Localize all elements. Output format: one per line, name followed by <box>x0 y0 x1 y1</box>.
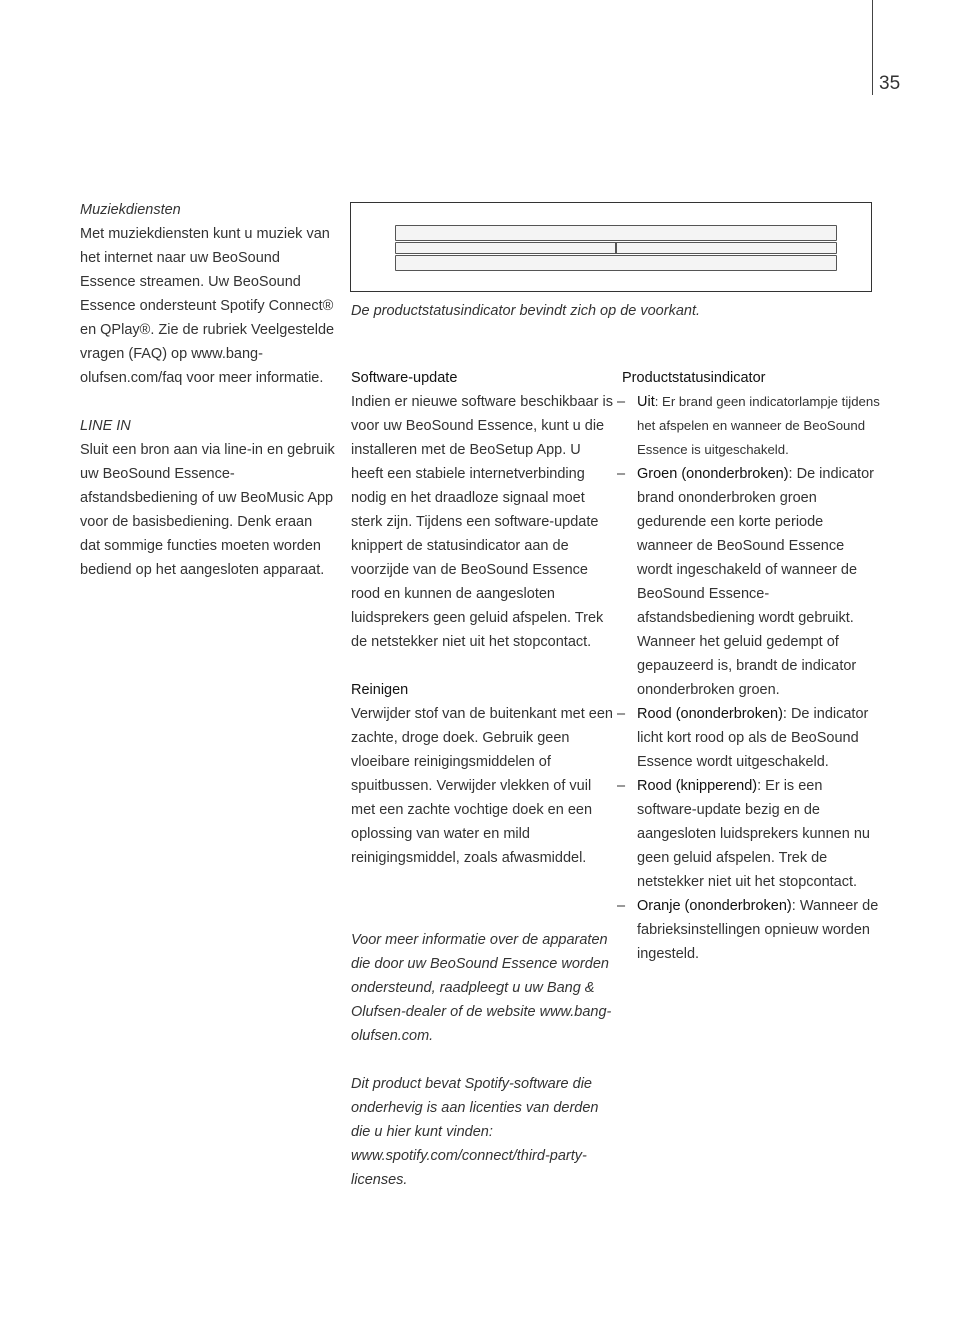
status-item-off: – Uit: Er brand geen indicatorlampje tijdens het afspelen en wanneer de BeoSound Essence is uitgeschakeld. <box>617 394 880 457</box>
status-item-red-blinking: – Rood (knipperend): Er is een software-update bezig en de aangesloten luidsprekers kunnen nu geen geluid afspelen. Trek de netstekker niet uit het stopcontact. <box>617 778 870 890</box>
more-info-note: Voor meer informatie over de apparaten die door uw BeoSound Essence worden ondersteund, raadpleegt u uw Bang & Olufsen-dealer of de website www.bang-olufsen.com. <box>351 932 612 1044</box>
status-item-green-solid: – Groen (ononderbroken): De indicator brand ononderbroken groen gedurende een korte periode wanneer de BeoSound Essence wordt ingeschakeld of wanneer de BeoSound Essence-afstandsbediening wordt gebruikt. Wanneer het geluid gedempt of gepauzeerd is, brandt de indicator ononderbroken groen. <box>617 466 874 698</box>
status-description: : Er brand geen indicatorlampje tijdens het afspelen en wanneer de BeoSound Essence is uitgeschakeld. <box>637 394 880 457</box>
status-list <box>617 390 882 966</box>
status-description: : De indicator licht kort rood op als de BeoSound Essence wordt uitgeschakeld. <box>637 706 869 770</box>
product-front-illustration <box>350 202 872 292</box>
figure-caption: De productstatusindicator bevindt zich op de voorkant. <box>351 303 701 319</box>
page-edge-rule <box>872 0 873 95</box>
line-in-heading: LINE IN <box>80 418 131 434</box>
cleaning-heading: Reinigen <box>351 682 409 698</box>
status-term: Rood (knipperend) <box>637 778 758 794</box>
status-item-red-solid: – Rood (ononderbroken): De indicator licht kort rood op als de BeoSound Essence wordt uitgeschakeld. <box>617 706 869 770</box>
status-term: Groen (ononderbroken) <box>637 466 789 482</box>
device-base-panel <box>395 255 837 271</box>
status-term: Oranje (ononderbroken) <box>637 898 792 914</box>
middle-column <box>351 366 613 1192</box>
device-top-panel <box>395 225 837 241</box>
software-update-text: Indien er nieuwe software beschikbaar is voor uw BeoSound Essence, kunt u die installeren met de BeoSetup App. U heeft een stabiele internetverbinding nodig en het draadloze signaal moet sterk zijn. Tijdens een software-update knippert de statusindicator aan de voorzijde van de BeoSound Essence rood en kunnen de aangesloten luidsprekers geen geluid afspelen. Trek de netstekker niet uit het stopcontact. <box>351 394 613 650</box>
music-services-text: Met muziekdiensten kunt u muziek van het internet naar uw BeoSound Essence streamen. Uw BeoSound Essence ondersteunt Spotify Connect® en QPlay®. Zie de rubriek Veelgestelde vragen (FAQ) op www.bang-olufsen.com/faq voor meer informatie. <box>80 226 335 386</box>
status-item-orange-solid: – Oranje (ononderbroken): Wanneer de fabrieksinstellingen opnieuw worden ingesteld. <box>617 898 879 962</box>
music-services-heading: Muziekdiensten <box>80 202 181 218</box>
left-column <box>80 198 335 582</box>
software-update-heading: Software-update <box>351 370 458 386</box>
status-term: Rood (ononderbroken) <box>637 706 783 722</box>
status-description: : De indicator brand ononderbroken groen gedurende een korte periode wanneer de BeoSound Essence wordt ingeschakeld of wanneer de BeoSound Essence-afstandsbediening wordt gebruikt. Wanneer het geluid gedempt of gepauzeerd is, brandt de indicator ononderbroken groen. <box>637 466 874 698</box>
status-description: : Er is een software-update bezig en de aangesloten luidsprekers kunnen nu geen geluid afspelen. Trek de netstekker niet uit het stopcontact. <box>637 778 870 890</box>
status-indicator-heading: Productstatusindicator <box>622 370 766 386</box>
line-in-text: Sluit een bron aan via line-in en gebruik uw BeoSound Essence-afstandsbediening of uw BeoMusic App voor de basisbediening. Denk eraan dat sommige functies moeten worden bediend op het aangesloten apparaat. <box>80 442 335 578</box>
status-term: Uit <box>637 394 655 410</box>
status-description: : Wanneer de fabrieksinstellingen opnieuw worden ingesteld. <box>637 898 879 962</box>
right-column <box>617 366 882 966</box>
status-indicator-light <box>615 243 617 253</box>
spotify-license-note: Dit product bevat Spotify-software die onderhevig is aan licenties van derden die u hier kunt vinden: www.spotify.com/connect/third-party-licenses. <box>351 1076 599 1188</box>
page-number: 35 <box>879 73 901 94</box>
cleaning-text: Verwijder stof van de buitenkant met een zachte, droge doek. Gebruik geen vloeibare reinigingsmiddelen of spuitbussen. Verwijder vlekken of vuil met een zachte vochtige doek en een oplossing van water en mild reinigingsmiddel, zoals afwasmiddel. <box>351 706 613 866</box>
